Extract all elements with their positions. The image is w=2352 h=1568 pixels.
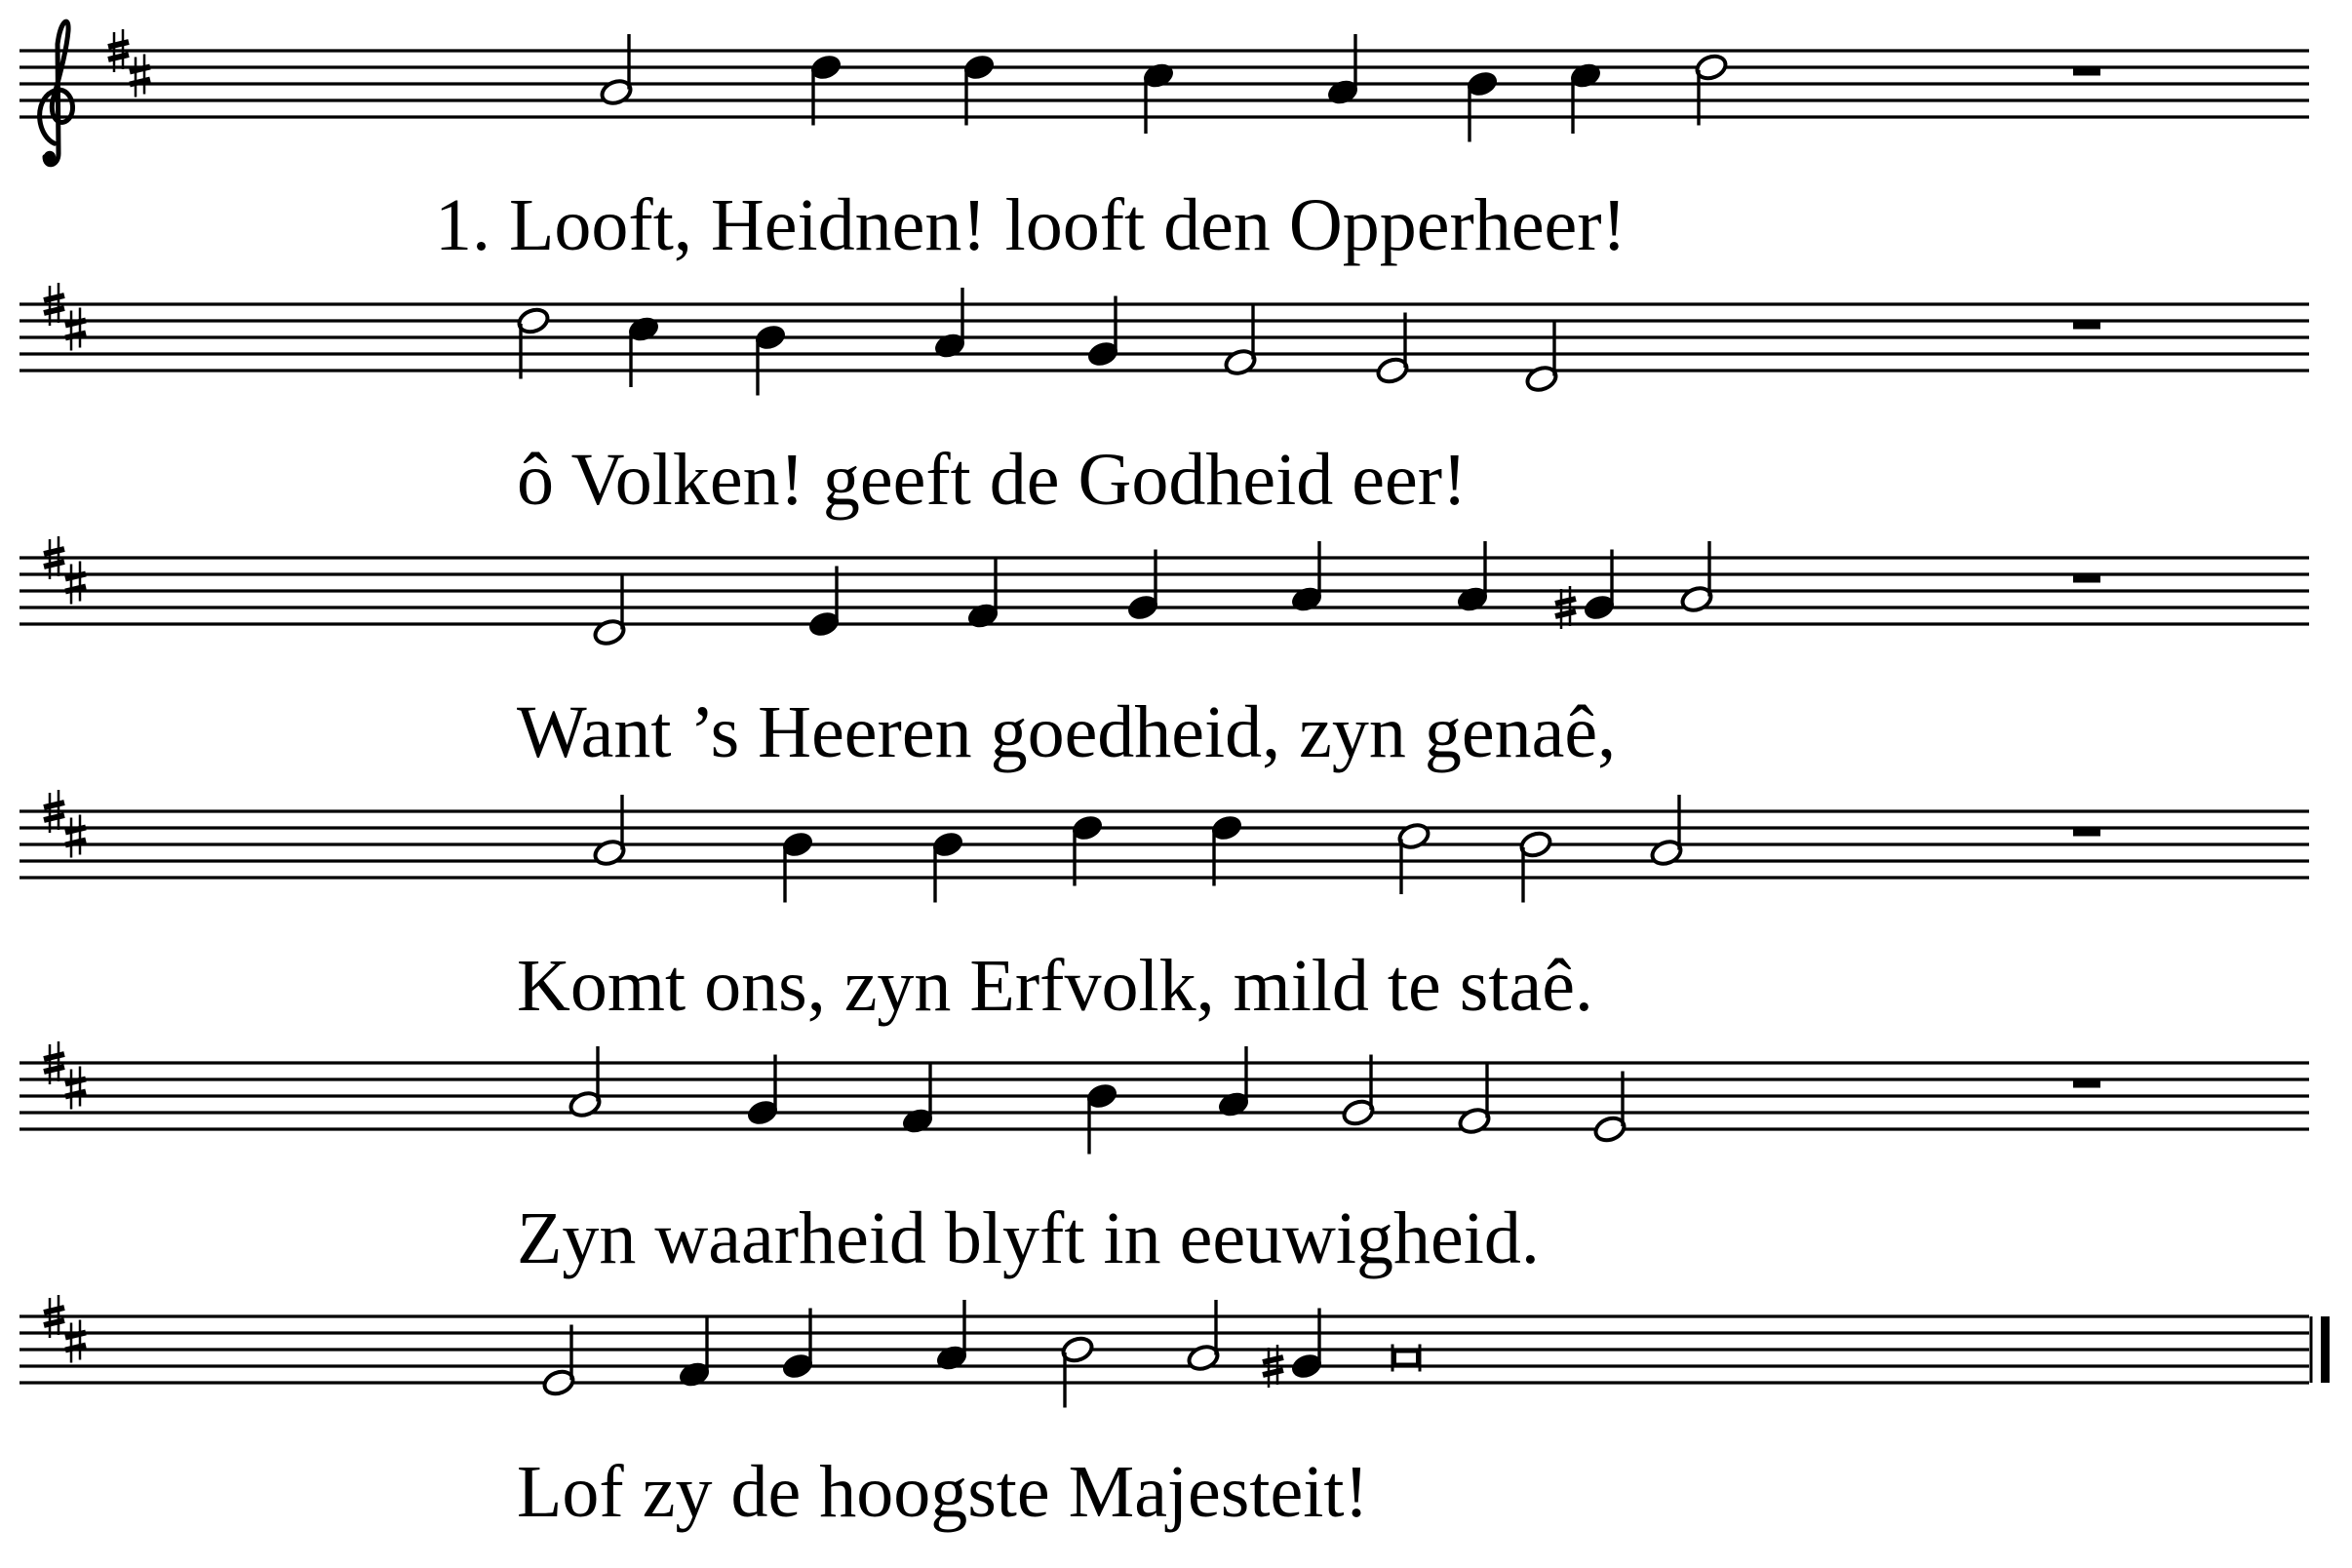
note	[626, 314, 661, 387]
note	[1694, 53, 1729, 126]
note	[1341, 1055, 1376, 1128]
whole-rest-icon	[2073, 828, 2100, 837]
note	[1070, 813, 1105, 886]
final-barline-thick	[2321, 1316, 2330, 1383]
lyric-line: Zyn waarheid blyft in eeuwigheid.	[517, 1197, 1540, 1279]
whole-rest-icon	[2073, 321, 2100, 330]
note	[1649, 795, 1684, 868]
staff-system	[20, 790, 2309, 903]
key-sharp-f-bar-a	[44, 549, 64, 554]
staff-system	[20, 21, 2309, 165]
note	[592, 574, 627, 647]
key-sharp-f-bar-b	[44, 308, 64, 313]
note	[1216, 1046, 1251, 1119]
whole-rest-icon	[2073, 67, 2100, 76]
accidental-sharp-bar-a	[1555, 599, 1576, 604]
lyric-line: Lof zy de hoogste Majesteit!	[517, 1451, 1369, 1533]
key-sharp-f-bar-b	[108, 55, 129, 59]
note	[1084, 1081, 1119, 1155]
note	[1518, 830, 1553, 903]
note	[965, 558, 1000, 631]
note	[1125, 550, 1160, 623]
note	[1289, 541, 1324, 614]
note	[599, 34, 634, 107]
lyric-line: 1. Looft, Heidnen! looft den Opperheer!	[435, 184, 1627, 266]
note	[1223, 304, 1258, 377]
note	[1085, 296, 1120, 370]
note	[780, 830, 815, 903]
note	[780, 1309, 815, 1382]
note	[1141, 60, 1176, 134]
note	[961, 53, 997, 126]
key-sharp-f-bar-a	[44, 1054, 64, 1059]
lyric-line: ô Volken! geeft de Godheid eer!	[517, 439, 1468, 521]
key-sharp-f-bar-a	[44, 295, 64, 300]
note	[1679, 541, 1714, 614]
key-sharp-f-bar-a	[44, 1308, 64, 1313]
note	[1465, 69, 1500, 142]
staff-system	[20, 1295, 2330, 1408]
key-sharp-f-bar-b	[44, 1067, 64, 1072]
note	[900, 1063, 935, 1136]
staff-system	[20, 536, 2309, 647]
note	[1455, 541, 1490, 614]
whole-rest-icon	[2073, 1079, 2100, 1088]
note	[677, 1316, 712, 1390]
note	[932, 288, 967, 361]
note	[1060, 1335, 1095, 1408]
note	[1457, 1063, 1492, 1136]
accidental-sharp-bar-a	[1263, 1357, 1283, 1362]
note	[1396, 821, 1431, 894]
note	[1375, 313, 1410, 386]
note	[568, 1046, 603, 1119]
key-sharp-f-bar-a	[108, 42, 129, 47]
note	[1568, 60, 1603, 134]
note	[1592, 1072, 1627, 1145]
note	[541, 1325, 576, 1398]
note	[753, 323, 788, 396]
note	[930, 830, 965, 903]
breve-notehead	[1394, 1352, 1418, 1365]
note	[592, 795, 627, 868]
treble-clef-dot	[44, 151, 56, 163]
note	[516, 306, 551, 379]
key-sharp-f-bar-b	[44, 815, 64, 820]
whole-rest-icon	[2073, 574, 2100, 583]
note	[1555, 550, 1617, 630]
accidental-sharp-bar-b	[1555, 611, 1576, 616]
key-sharp-f-bar-b	[44, 1320, 64, 1325]
note	[1325, 34, 1360, 107]
lyric-line: Want ’s Heeren goedheid, zyn genaê,	[517, 691, 1617, 773]
key-sharp-f-bar-b	[44, 562, 64, 567]
note	[745, 1055, 780, 1128]
staff-system	[20, 1041, 2309, 1155]
note	[808, 53, 843, 126]
note	[806, 567, 842, 640]
accidental-sharp-bar-b	[1263, 1370, 1283, 1375]
lyric-line: Komt ons, zyn Erfvolk, mild te staê.	[517, 945, 1593, 1027]
note	[1524, 321, 1559, 394]
treble-clef-icon	[40, 21, 73, 165]
key-sharp-f-bar-a	[44, 803, 64, 807]
staff-system	[20, 283, 2309, 396]
note	[1209, 813, 1244, 886]
note	[1263, 1309, 1324, 1389]
note	[1186, 1300, 1221, 1373]
note	[934, 1300, 969, 1373]
